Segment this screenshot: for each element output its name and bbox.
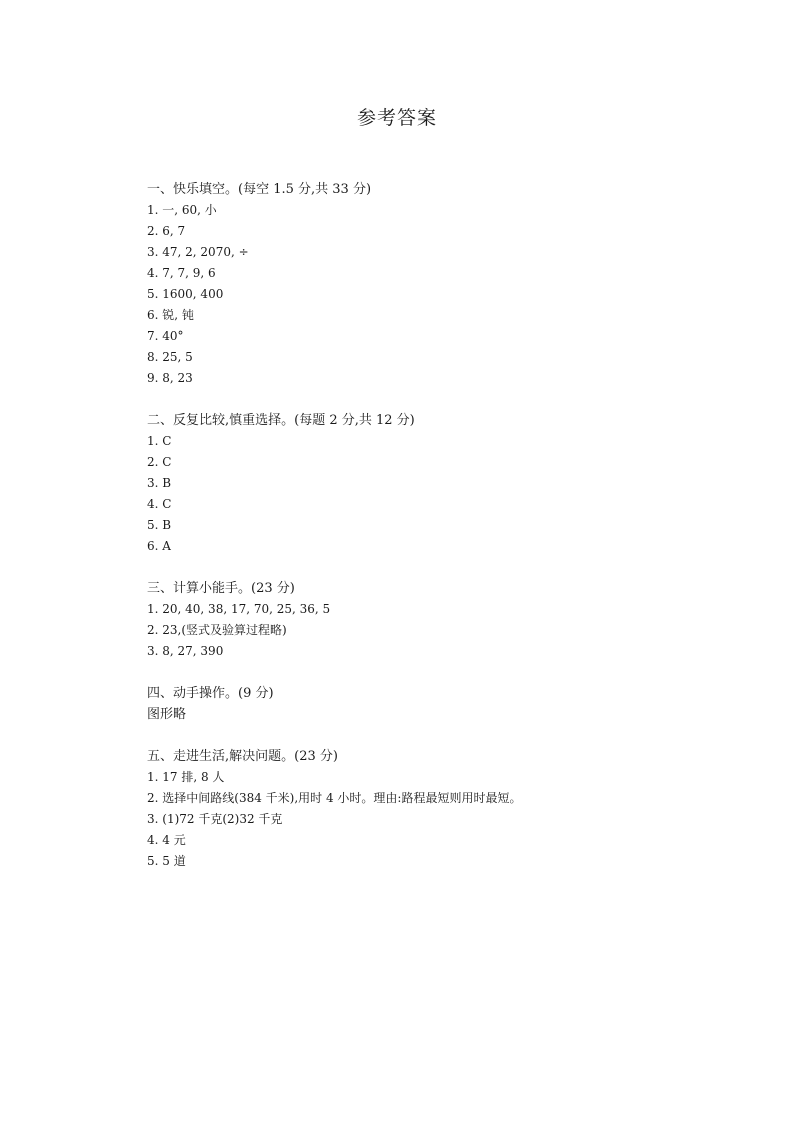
answer-item: 3. 8, 27, 390 — [147, 644, 224, 658]
answer-item: 1. C — [147, 434, 172, 448]
section-heading: 三、计算小能手。(23 分) — [147, 581, 295, 596]
section-multiple-choice — [147, 410, 747, 557]
section-heading: 二、反复比较,慎重选择。(每题 2 分,共 12 分) — [147, 413, 415, 428]
answer-item: 8. 25, 5 — [147, 350, 193, 364]
answer-item: 4. 7, 7, 9, 6 — [147, 266, 216, 280]
answer-item: 3. B — [147, 476, 172, 490]
answer-item: 9. 8, 23 — [147, 371, 193, 385]
section-fill-in-blanks — [147, 179, 747, 389]
answer-item: 7. 40° — [147, 329, 184, 343]
answer-item: 图形略 — [147, 707, 187, 722]
answer-item: 5. 1600, 400 — [147, 287, 224, 301]
answer-item: 1. 17 排, 8 人 — [147, 770, 225, 784]
answer-item: 2. C — [147, 455, 172, 469]
answer-item: 5. B — [147, 518, 172, 532]
section-hands-on — [147, 683, 747, 725]
answer-item: 5. 5 道 — [147, 854, 186, 868]
section-heading: 五、走进生活,解决问题。(23 分) — [147, 749, 338, 764]
answer-item: 1. 20, 40, 38, 17, 70, 25, 36, 5 — [147, 602, 331, 616]
section-heading: 一、快乐填空。(每空 1.5 分,共 33 分) — [147, 182, 372, 197]
page-title: 参考答案 — [356, 107, 437, 129]
answer-item: 3. 47, 2, 2070, ÷ — [147, 245, 249, 259]
answer-item: 2. 选择中间路线(384 千米),用时 4 小时。理由:路程最短则用时最短。 — [147, 791, 522, 805]
answer-item: 6. 锐, 钝 — [147, 308, 194, 322]
answer-item: 2. 6, 7 — [147, 224, 186, 238]
section-calculation — [147, 578, 747, 662]
answer-item: 6. A — [147, 539, 171, 553]
answer-item: 1. 一, 60, 小 — [147, 203, 217, 217]
answer-content — [147, 179, 747, 893]
answer-item: 2. 23,(竖式及验算过程略) — [147, 623, 287, 637]
answer-item: 4. 4 元 — [147, 833, 186, 847]
answer-item: 4. C — [147, 497, 172, 511]
section-word-problems — [147, 746, 747, 872]
section-heading: 四、动手操作。(9 分) — [147, 686, 274, 701]
answer-item: 3. (1)72 千克(2)32 千克 — [147, 812, 283, 826]
